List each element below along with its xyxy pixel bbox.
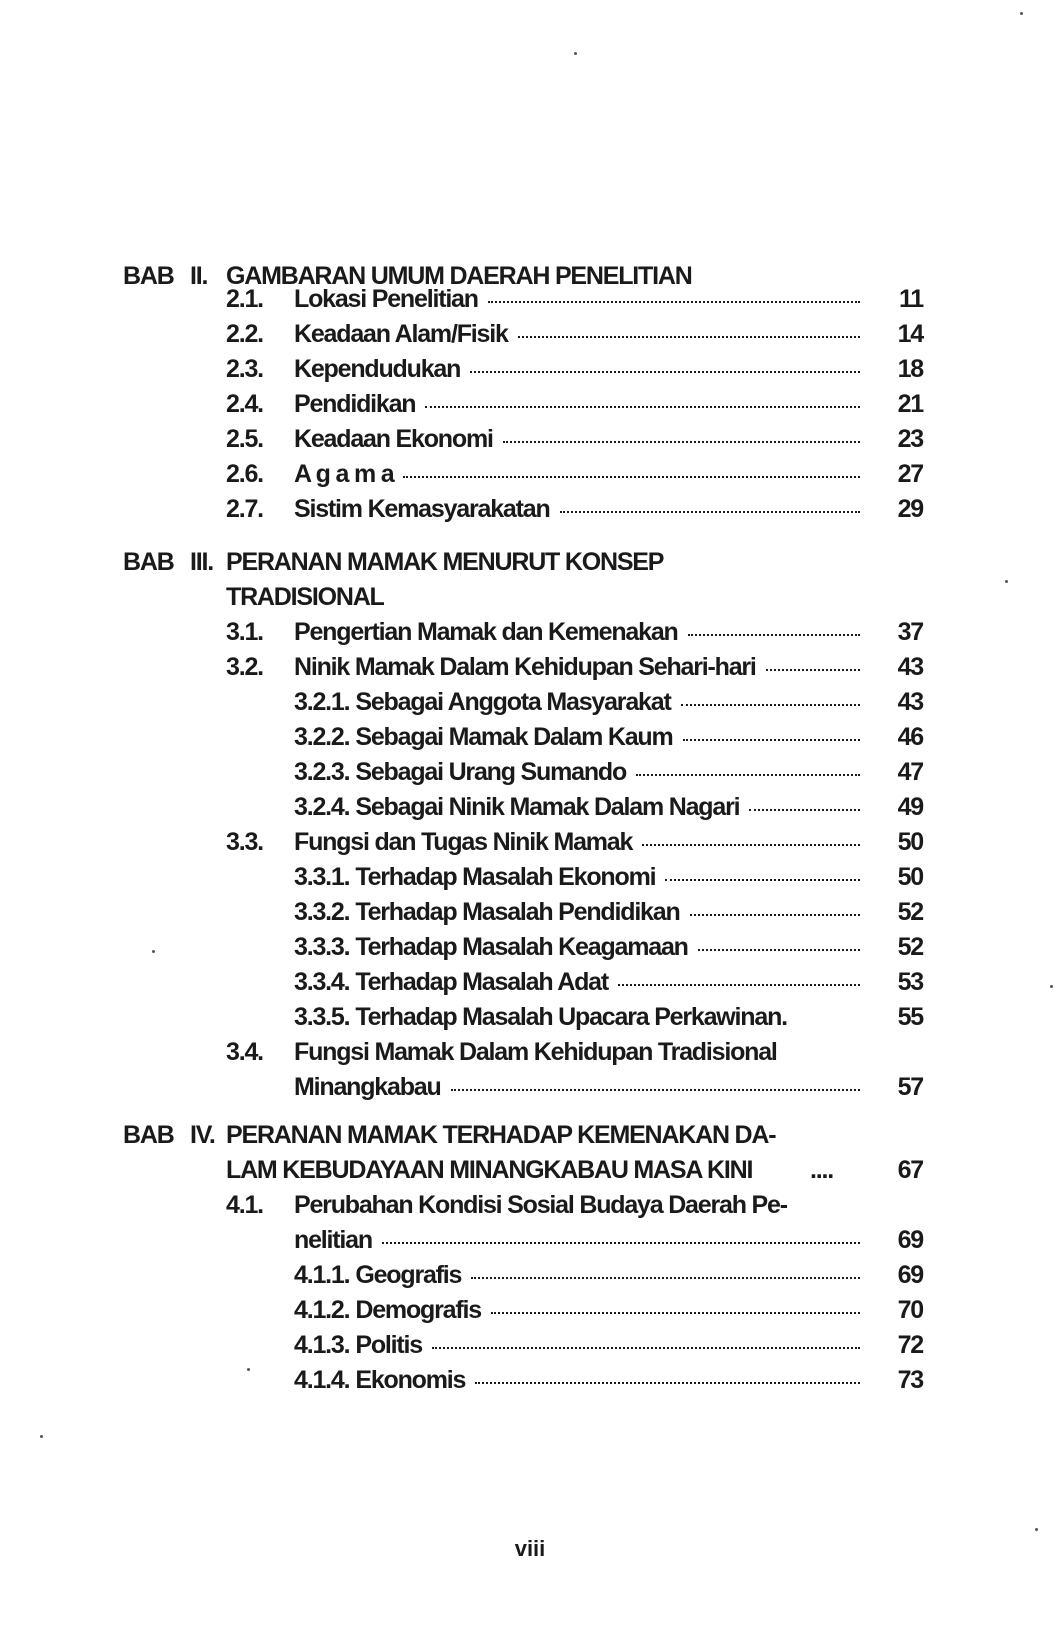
section-title: Pengertian Mamak dan Kemenakan	[294, 618, 678, 646]
chapter-heading-continued	[0, 1153, 1057, 1187]
scan-speck	[1005, 580, 1008, 583]
subsection-number: 3.3.3.	[294, 933, 350, 961]
section-title: Kependudukan	[294, 355, 461, 383]
page-number: 43	[897, 653, 923, 681]
page-number: 70	[897, 1296, 923, 1324]
entry-line	[294, 965, 870, 999]
page-number: 37	[897, 618, 923, 646]
dot-leader	[425, 406, 860, 408]
section-number: 3.2.	[226, 653, 263, 681]
chapter-title: GAMBARAN UMUM DAERAH PENELITIAN	[226, 262, 692, 290]
chapter-label: BAB	[123, 1121, 174, 1149]
chapter-title: PERANAN MAMAK MENURUT KONSEP	[226, 548, 664, 576]
section-title-line-2: nelitian	[294, 1226, 372, 1254]
page-number: 69	[897, 1261, 923, 1289]
toc-entry	[0, 1035, 1057, 1069]
entry-line	[294, 1258, 870, 1292]
subsection-number: 3.3.1.	[294, 863, 350, 891]
scan-speck	[1050, 985, 1053, 988]
dot-leader	[518, 336, 860, 338]
entry-line	[294, 1293, 870, 1327]
toc-entry	[0, 317, 1057, 351]
dot-leader	[749, 809, 860, 811]
subsection-number: 3.2.2.	[294, 723, 350, 751]
subsection-title: Terhadap Masalah Pendidikan	[355, 898, 680, 926]
page-number: 52	[897, 933, 923, 961]
page-number: 14	[897, 320, 923, 348]
section-title: Lokasi Penelitian	[294, 285, 478, 313]
toc-entry	[0, 860, 1057, 894]
dot-leader	[475, 1382, 860, 1384]
dot-leader	[683, 739, 860, 741]
chapter-title-leader: ....	[810, 1156, 833, 1184]
dot-leader	[698, 949, 860, 951]
toc-entry	[0, 790, 1057, 824]
entry-line	[294, 860, 870, 894]
subsection-title: Sebagai Mamak Dalam Kaum	[355, 723, 673, 751]
toc-entry	[0, 457, 1057, 491]
chapter-number: II.	[190, 262, 208, 290]
page-number: 52	[897, 898, 923, 926]
page-number: 18	[897, 355, 923, 383]
toc-entry	[0, 755, 1057, 789]
scan-speck	[40, 1435, 43, 1438]
toc-entry	[0, 387, 1057, 421]
toc-entry	[0, 720, 1057, 754]
entry-line	[294, 685, 870, 719]
subsection-number: 4.1.2.	[294, 1296, 350, 1324]
page-number: 53	[897, 968, 923, 996]
subsection-title: Demografis	[355, 1296, 481, 1324]
entry-line	[294, 457, 870, 491]
subsection-number: 3.2.1.	[294, 688, 350, 716]
dot-leader	[432, 1347, 860, 1349]
entry-line	[294, 282, 870, 316]
entry-line	[294, 352, 870, 386]
subsection-title: Geografis	[355, 1261, 462, 1289]
dot-leader	[665, 879, 860, 881]
dot-leader	[471, 1277, 860, 1279]
chapter-title: PERANAN MAMAK TERHADAP KEMENAKAN DA-	[226, 1121, 776, 1149]
dot-leader	[451, 1089, 860, 1091]
chapter-number: III.	[190, 548, 213, 576]
page-number: 50	[897, 863, 923, 891]
chapter-title-line-2: TRADISIONAL	[226, 583, 384, 611]
chapter-title-line-2: LAM KEBUDAYAAN MINANGKABAU MASA KINI	[226, 1156, 753, 1184]
toc-entry	[0, 492, 1057, 526]
toc-entry	[0, 1293, 1057, 1327]
dot-leader	[488, 301, 860, 303]
page-number: 23	[897, 425, 923, 453]
subsection-number: 4.1.4.	[294, 1366, 350, 1394]
scan-speck	[1035, 1528, 1038, 1531]
entry-line	[294, 387, 870, 421]
chapter-heading	[0, 545, 1057, 579]
entry-line	[294, 650, 870, 684]
dot-leader	[636, 774, 860, 776]
page-number: 29	[897, 495, 923, 523]
page-number: 67	[897, 1156, 923, 1184]
subsection-number: 3.3.5.	[294, 1003, 350, 1031]
toc-entry	[0, 1258, 1057, 1292]
section-number: 4.1.	[226, 1191, 263, 1219]
subsection-number: 4.1.1.	[294, 1261, 350, 1289]
toc-entry	[0, 650, 1057, 684]
entry-line	[294, 492, 870, 526]
toc-entry	[0, 1000, 1057, 1034]
toc-entry	[0, 895, 1057, 929]
toc-entry	[0, 825, 1057, 859]
dot-leader	[403, 476, 860, 478]
subsection-number: 3.2.4.	[294, 793, 350, 821]
section-title: Fungsi dan Tugas Ninik Mamak	[294, 828, 633, 856]
entry-line	[294, 1328, 870, 1362]
toc-entry	[0, 965, 1057, 999]
dot-leader	[681, 704, 860, 706]
section-number: 3.3.	[226, 828, 263, 856]
toc-entry	[0, 422, 1057, 456]
section-number: 3.4.	[226, 1038, 263, 1066]
toc-entry	[0, 352, 1057, 386]
section-title: Perubahan Kondisi Sosial Budaya Daerah Pe-	[294, 1191, 787, 1219]
toc-entry	[0, 615, 1057, 649]
toc-entry	[0, 685, 1057, 719]
dot-leader	[642, 844, 860, 846]
entry-line	[294, 825, 870, 859]
entry-line	[294, 720, 870, 754]
dot-leader	[766, 669, 860, 671]
chapter-heading-continued	[0, 580, 1057, 614]
chapter-number: IV.	[190, 1121, 215, 1149]
dot-leader	[503, 441, 860, 443]
section-title: Pendidikan	[294, 390, 416, 418]
page-number: 46	[897, 723, 923, 751]
page-folio: viii	[514, 1536, 546, 1561]
entry-line	[294, 1363, 870, 1397]
entry-line	[294, 895, 870, 929]
section-number: 2.4.	[226, 390, 263, 418]
section-number: 3.1.	[226, 618, 263, 646]
dot-leader	[560, 511, 860, 513]
dot-leader	[491, 1312, 860, 1314]
scan-speck	[152, 950, 155, 953]
section-number: 2.5.	[226, 425, 263, 453]
subsection-number: 3.2.3.	[294, 758, 350, 786]
toc-entry-continued	[0, 1070, 1057, 1104]
page-number: 73	[897, 1366, 923, 1394]
entry-line	[294, 930, 870, 964]
subsection-title: Politis	[355, 1331, 422, 1359]
scan-speck	[247, 1368, 250, 1371]
entry-line	[294, 615, 870, 649]
subsection-title: Sebagai Ninik Mamak Dalam Nagari	[355, 793, 740, 821]
toc-entry	[0, 282, 1057, 316]
entry-line	[294, 755, 870, 789]
dot-leader	[690, 914, 860, 916]
subsection-title: Terhadap Masalah Adat	[355, 968, 609, 996]
page-number: 50	[897, 828, 923, 856]
entry-line	[294, 790, 870, 824]
toc-entry-continued	[0, 1223, 1057, 1257]
section-number: 2.6.	[226, 460, 263, 488]
section-title: Fungsi Mamak Dalam Kehidupan Tradisional	[294, 1038, 777, 1066]
section-number: 2.3.	[226, 355, 263, 383]
chapter-label: BAB	[123, 262, 174, 290]
subsection-title: Terhadap Masalah Upacara Perkawinan.	[355, 1003, 787, 1031]
scan-speck	[574, 52, 577, 55]
scan-speck	[1020, 12, 1023, 15]
section-number: 2.2.	[226, 320, 263, 348]
entry-line	[294, 422, 870, 456]
page-number: 27	[897, 460, 923, 488]
section-title: Keadaan Alam/Fisik	[294, 320, 508, 348]
toc-entry	[0, 1363, 1057, 1397]
toc-entry	[0, 1188, 1057, 1222]
entry-line	[294, 1070, 870, 1104]
section-title: Keadaan Ekonomi	[294, 425, 493, 453]
page-number: 11	[898, 285, 923, 313]
dot-leader	[618, 984, 860, 986]
page-number: 47	[897, 758, 923, 786]
subsection-number: 3.3.2.	[294, 898, 350, 926]
toc-entry	[0, 1328, 1057, 1362]
page-number: 43	[897, 688, 923, 716]
page-number: 72	[897, 1331, 923, 1359]
page-number: 57	[897, 1073, 923, 1101]
entry-line	[294, 317, 870, 351]
toc-entry	[0, 930, 1057, 964]
page-number: 49	[897, 793, 923, 821]
entry-line	[294, 1223, 870, 1257]
section-number: 2.1.	[226, 285, 263, 313]
chapter-heading	[0, 1118, 1057, 1152]
section-number: 2.7.	[226, 495, 263, 523]
page-number: 69	[897, 1226, 923, 1254]
subsection-title: Terhadap Masalah Keagamaan	[355, 933, 688, 961]
entry-line	[294, 1000, 870, 1034]
section-title: A g a m a	[294, 460, 394, 488]
chapter-label: BAB	[123, 548, 174, 576]
subsection-number: 3.3.4.	[294, 968, 350, 996]
page-number: 55	[897, 1003, 923, 1031]
dot-leader	[470, 371, 860, 373]
subsection-number: 4.1.3.	[294, 1331, 350, 1359]
subsection-title: Ekonomis	[355, 1366, 466, 1394]
dot-leader	[688, 634, 860, 636]
page-number: 21	[897, 390, 923, 418]
section-title-line-2: Minangkabau	[294, 1073, 441, 1101]
dot-leader	[382, 1242, 860, 1244]
subsection-title: Terhadap Masalah Ekonomi	[355, 863, 656, 891]
section-title: Ninik Mamak Dalam Kehidupan Sehari-hari	[294, 653, 756, 681]
section-title: Sistim Kemasyarakatan	[294, 495, 550, 523]
subsection-title: Sebagai Anggota Masyarakat	[355, 688, 671, 716]
subsection-title: Sebagai Urang Sumando	[355, 758, 627, 786]
